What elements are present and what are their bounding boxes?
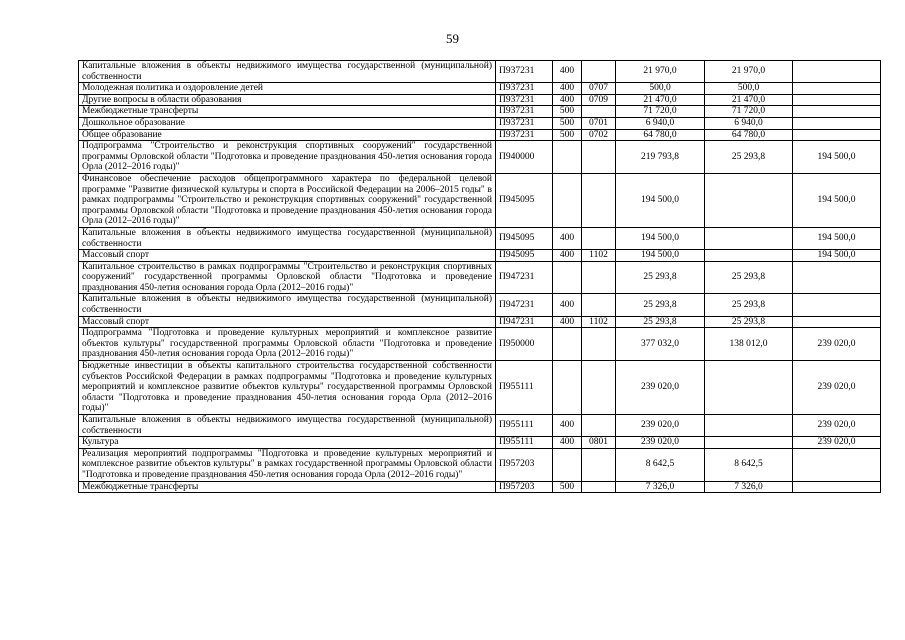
row-total-cell: 239 020,0 xyxy=(616,415,705,437)
row-vr-cell xyxy=(553,361,582,415)
row-total-cell: 194 500,0 xyxy=(616,250,705,262)
row-total-cell: 21 470,0 xyxy=(616,94,705,106)
row-total-cell: 500,0 xyxy=(616,83,705,95)
row-y2013-cell: 500,0 xyxy=(705,83,793,95)
budget-table xyxy=(78,60,881,493)
row-name-cell: Подпрограмма "Подготовка и проведение культурных мероприятий и комплексное развитие объектов культуры" государственной программы Орловской области "Подготовка и проведение празднования 450-летия основания города Орла (2012–2016 годы)" xyxy=(79,328,496,361)
row-y2013-cell: 6 940,0 xyxy=(705,117,793,129)
row-rz-cell xyxy=(582,227,616,249)
row-vr-cell: 500 xyxy=(553,481,582,493)
row-code-cell: П945095 xyxy=(496,173,553,227)
row-name-cell: Реализация мероприятий подпрограммы "Подготовка и проведение культурных мероприятий и комплексное развитие объектов культуры" в рамках государственной программы Орловской области "Подготовка и проведение празднования 450-летия основания города Орла (2012–2016 годы)" xyxy=(79,448,496,481)
row-rz-cell xyxy=(582,261,616,294)
row-y2013-cell: 64 780,0 xyxy=(705,129,793,141)
table-row xyxy=(79,328,881,361)
table-row xyxy=(79,106,881,118)
table-row xyxy=(79,448,881,481)
row-total-cell: 64 780,0 xyxy=(616,129,705,141)
row-code-cell: П947231 xyxy=(496,316,553,328)
row-code-cell: П945095 xyxy=(496,250,553,262)
row-code-cell: П937231 xyxy=(496,106,553,118)
table-row xyxy=(79,117,881,129)
row-y2014-cell: 239 020,0 xyxy=(793,415,881,437)
row-y2013-cell xyxy=(705,250,793,262)
row-y2013-cell: 21 970,0 xyxy=(705,61,793,83)
row-vr-cell xyxy=(553,261,582,294)
row-y2014-cell xyxy=(793,261,881,294)
table-row xyxy=(79,481,881,493)
table-row xyxy=(79,294,881,316)
row-total-cell: 219 793,8 xyxy=(616,141,705,174)
row-name-cell: Подпрограмма "Строительство и реконструкция спортивных сооружений" государственной программы Орловской области "Подготовка и проведение празднования 450-летия основания города Орла (2012–2016 годы)" xyxy=(79,141,496,174)
table-row xyxy=(79,61,881,83)
row-code-cell: П955111 xyxy=(496,361,553,415)
row-name-cell: Массовый спорт xyxy=(79,250,496,262)
row-y2013-cell: 71 720,0 xyxy=(705,106,793,118)
row-rz-cell: 1102 xyxy=(582,250,616,262)
row-rz-cell: 0709 xyxy=(582,94,616,106)
row-code-cell: П940000 xyxy=(496,141,553,174)
row-name-cell: Массовый спорт xyxy=(79,316,496,328)
row-rz-cell: 0801 xyxy=(582,437,616,449)
row-name-cell: Молодежная политика и оздоровление детей xyxy=(79,83,496,95)
row-name-cell: Дошкольное образование xyxy=(79,117,496,129)
table-row xyxy=(79,94,881,106)
row-total-cell: 239 020,0 xyxy=(616,361,705,415)
row-vr-cell: 400 xyxy=(553,437,582,449)
row-vr-cell: 400 xyxy=(553,94,582,106)
row-vr-cell: 400 xyxy=(553,227,582,249)
row-vr-cell xyxy=(553,328,582,361)
row-y2014-cell xyxy=(793,106,881,118)
row-vr-cell xyxy=(553,141,582,174)
row-y2013-cell: 8 642,5 xyxy=(705,448,793,481)
row-vr-cell: 400 xyxy=(553,83,582,95)
row-total-cell: 377 032,0 xyxy=(616,328,705,361)
row-y2014-cell: 194 500,0 xyxy=(793,250,881,262)
row-code-cell: П947231 xyxy=(496,294,553,316)
row-y2013-cell: 21 470,0 xyxy=(705,94,793,106)
row-y2013-cell: 25 293,8 xyxy=(705,294,793,316)
row-code-cell: П955111 xyxy=(496,437,553,449)
row-name-cell: Капитальные вложения в объекты недвижимого имущества государственной (муниципальной) собственности xyxy=(79,61,496,83)
row-code-cell: П937231 xyxy=(496,83,553,95)
row-rz-cell xyxy=(582,106,616,118)
row-vr-cell: 400 xyxy=(553,415,582,437)
row-vr-cell: 400 xyxy=(553,61,582,83)
row-code-cell: П937231 xyxy=(496,61,553,83)
row-total-cell: 194 500,0 xyxy=(616,227,705,249)
row-name-cell: Культура xyxy=(79,437,496,449)
row-rz-cell: 0707 xyxy=(582,83,616,95)
row-code-cell: П937231 xyxy=(496,129,553,141)
row-total-cell: 239 020,0 xyxy=(616,437,705,449)
row-code-cell: П947231 xyxy=(496,261,553,294)
row-vr-cell xyxy=(553,448,582,481)
row-code-cell: П955111 xyxy=(496,415,553,437)
row-y2014-cell: 239 020,0 xyxy=(793,361,881,415)
row-y2014-cell xyxy=(793,129,881,141)
row-name-cell: Межбюджетные трансферты xyxy=(79,481,496,493)
row-vr-cell: 400 xyxy=(553,250,582,262)
row-y2014-cell xyxy=(793,94,881,106)
row-y2014-cell xyxy=(793,117,881,129)
row-rz-cell: 0702 xyxy=(582,129,616,141)
row-rz-cell xyxy=(582,141,616,174)
row-rz-cell xyxy=(582,328,616,361)
row-name-cell: Капитальные вложения в объекты недвижимого имущества государственной (муниципальной) собственности xyxy=(79,294,496,316)
table-row xyxy=(79,83,881,95)
row-rz-cell: 1102 xyxy=(582,316,616,328)
row-y2013-cell: 7 326,0 xyxy=(705,481,793,493)
row-y2013-cell xyxy=(705,415,793,437)
row-y2014-cell: 239 020,0 xyxy=(793,328,881,361)
row-rz-cell xyxy=(582,481,616,493)
table-row xyxy=(79,437,881,449)
row-name-cell: Бюджетные инвестиции в объекты капитального строительства государственной собственности субъектов Российской Федерации в рамках подпрограммы "Подготовка и проведение культурных мероприятий и комплексное развитие объектов культуры" государственной программы Орловской области "Подготовка и проведение празднования 450-летия основания города Орла (2012–2016 годы)" xyxy=(79,361,496,415)
row-y2014-cell xyxy=(793,83,881,95)
row-y2014-cell xyxy=(793,294,881,316)
row-code-cell: П937231 xyxy=(496,94,553,106)
row-y2013-cell xyxy=(705,361,793,415)
row-code-cell: П957203 xyxy=(496,481,553,493)
row-y2013-cell xyxy=(705,227,793,249)
row-total-cell: 25 293,8 xyxy=(616,294,705,316)
row-total-cell: 25 293,8 xyxy=(616,261,705,294)
row-vr-cell: 400 xyxy=(553,294,582,316)
row-code-cell: П937231 xyxy=(496,117,553,129)
row-name-cell: Другие вопросы в области образования xyxy=(79,94,496,106)
row-rz-cell xyxy=(582,61,616,83)
row-y2014-cell xyxy=(793,61,881,83)
table-row xyxy=(79,261,881,294)
row-total-cell: 8 642,5 xyxy=(616,448,705,481)
page-number: 59 xyxy=(446,31,459,46)
row-y2014-cell xyxy=(793,481,881,493)
row-y2013-cell: 25 293,8 xyxy=(705,141,793,174)
row-total-cell: 7 326,0 xyxy=(616,481,705,493)
row-name-cell: Межбюджетные трансферты xyxy=(79,106,496,118)
row-y2013-cell xyxy=(705,173,793,227)
row-rz-cell xyxy=(582,415,616,437)
row-y2013-cell: 25 293,8 xyxy=(705,261,793,294)
row-total-cell: 194 500,0 xyxy=(616,173,705,227)
row-rz-cell xyxy=(582,294,616,316)
row-name-cell: Капитальные вложения в объекты недвижимого имущества государственной (муниципальной) собственности xyxy=(79,415,496,437)
row-vr-cell: 500 xyxy=(553,106,582,118)
row-rz-cell xyxy=(582,361,616,415)
row-name-cell: Капитальные вложения в объекты недвижимого имущества государственной (муниципальной) собственности xyxy=(79,227,496,249)
row-vr-cell xyxy=(553,173,582,227)
row-y2014-cell xyxy=(793,316,881,328)
row-vr-cell: 500 xyxy=(553,117,582,129)
row-rz-cell: 0701 xyxy=(582,117,616,129)
row-rz-cell xyxy=(582,448,616,481)
row-total-cell: 71 720,0 xyxy=(616,106,705,118)
row-y2014-cell xyxy=(793,448,881,481)
table-body xyxy=(79,61,881,493)
table-row xyxy=(79,361,881,415)
row-code-cell: П950000 xyxy=(496,328,553,361)
table-row xyxy=(79,250,881,262)
row-code-cell: П945095 xyxy=(496,227,553,249)
row-name-cell: Капитальное строительство в рамках подпрограммы "Строительство и реконструкция спортивных сооружений" государственной программы Орловской области "Подготовка и проведение празднования 450-летия основания города Орла (2012–2016 годы)" xyxy=(79,261,496,294)
row-code-cell: П957203 xyxy=(496,448,553,481)
table-row xyxy=(79,227,881,249)
row-total-cell: 21 970,0 xyxy=(616,61,705,83)
row-y2014-cell: 239 020,0 xyxy=(793,437,881,449)
row-total-cell: 25 293,8 xyxy=(616,316,705,328)
table-row xyxy=(79,415,881,437)
row-rz-cell xyxy=(582,173,616,227)
table-row xyxy=(79,173,881,227)
row-y2014-cell: 194 500,0 xyxy=(793,227,881,249)
row-y2013-cell: 138 012,0 xyxy=(705,328,793,361)
table-row xyxy=(79,129,881,141)
row-y2014-cell: 194 500,0 xyxy=(793,141,881,174)
row-vr-cell: 400 xyxy=(553,316,582,328)
table-row xyxy=(79,141,881,174)
row-y2013-cell xyxy=(705,437,793,449)
table-row xyxy=(79,316,881,328)
row-y2014-cell: 194 500,0 xyxy=(793,173,881,227)
row-y2013-cell: 25 293,8 xyxy=(705,316,793,328)
row-vr-cell: 500 xyxy=(553,129,582,141)
row-name-cell: Общее образование xyxy=(79,129,496,141)
row-total-cell: 6 940,0 xyxy=(616,117,705,129)
row-name-cell: Финансовое обеспечение расходов общепрограммного характера по федеральной целевой программе "Развитие физической культуры и спорта в Российской Федерации на 2006–2015 годы" в рамках подпрограммы "Строительство и реконструкция спортивных сооружений" государственной программы Орловской области "Подготовка и проведение празднования 450-летия основания города Орла (2012–2016 годы)" xyxy=(79,173,496,227)
